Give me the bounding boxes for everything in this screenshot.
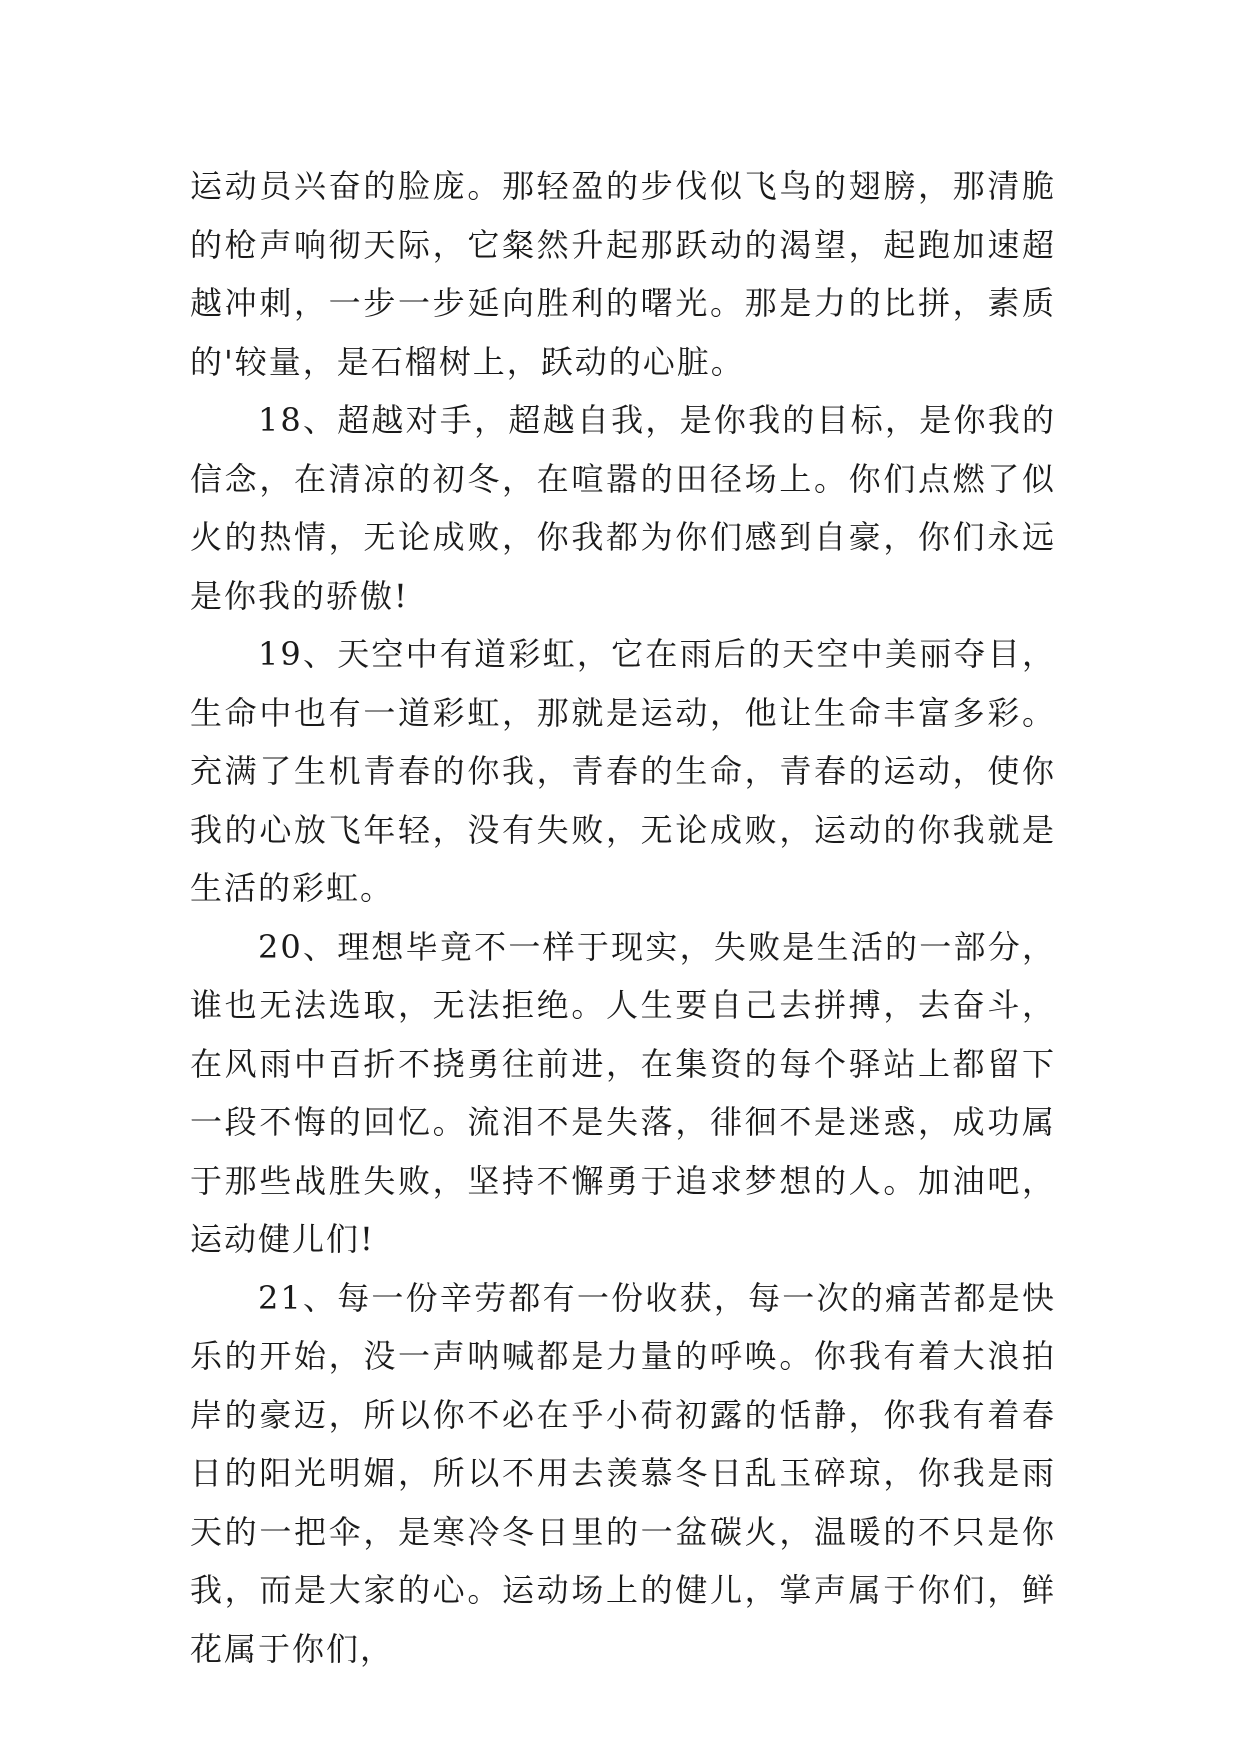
- paragraph-continuation: 运动员兴奋的脸庞。那轻盈的步伐似飞鸟的翅膀，那清脆的枪声响彻天际，它粲然升起那跃动的渴望，起跑加速超越冲刺，一步一步延向胜利的曙光。那是力的比拼，素质的'较量，是石榴树上，跃动的心脏。: [190, 167, 1056, 381]
- document-body: [190, 157, 1056, 1678]
- paragraph-19: 19、天空中有道彩虹，它在雨后的天空中美丽夺目，生命中也有一道彩虹，那就是运动，他让生命丰富多彩。充满了生机青春的你我，青春的生命，青春的运动，使你我的心放飞年轻，没有失败，无论成败，运动的你我就是生活的彩虹。: [190, 635, 1056, 907]
- paragraph-18: 18、超越对手，超越自我，是你我的目标，是你我的信念，在清凉的初冬，在喧嚣的田径场上。你们点燃了似火的热情，无论成败，你我都为你们感到自豪，你们永远是你我的骄傲!: [190, 401, 1056, 615]
- paragraph-21: 21、每一份辛劳都有一份收获，每一次的痛苦都是快乐的开始，没一声呐喊都是力量的呼唤。你我有着大浪拍岸的豪迈，所以你不必在乎小荷初露的恬静，你我有着春日的阳光明媚，所以不用去羡慕冬日乱玉碎琼，你我是雨天的一把伞，是寒冷冬日里的一盆碳火，温暖的不只是你我，而是大家的心。运动场上的健儿，掌声属于你们，鲜花属于你们，: [190, 1278, 1056, 1668]
- paragraph-20: 20、理想毕竟不一样于现实，失败是生活的一部分，谁也无法选取，无法拒绝。人生要自己去拼搏，去奋斗，在风雨中百折不挠勇往前进，在集资的每个驿站上都留下一段不悔的回忆。流泪不是失落，徘徊不是迷惑，成功属于那些战胜失败，坚持不懈勇于追求梦想的人。加油吧，运动健儿们!: [190, 927, 1056, 1258]
